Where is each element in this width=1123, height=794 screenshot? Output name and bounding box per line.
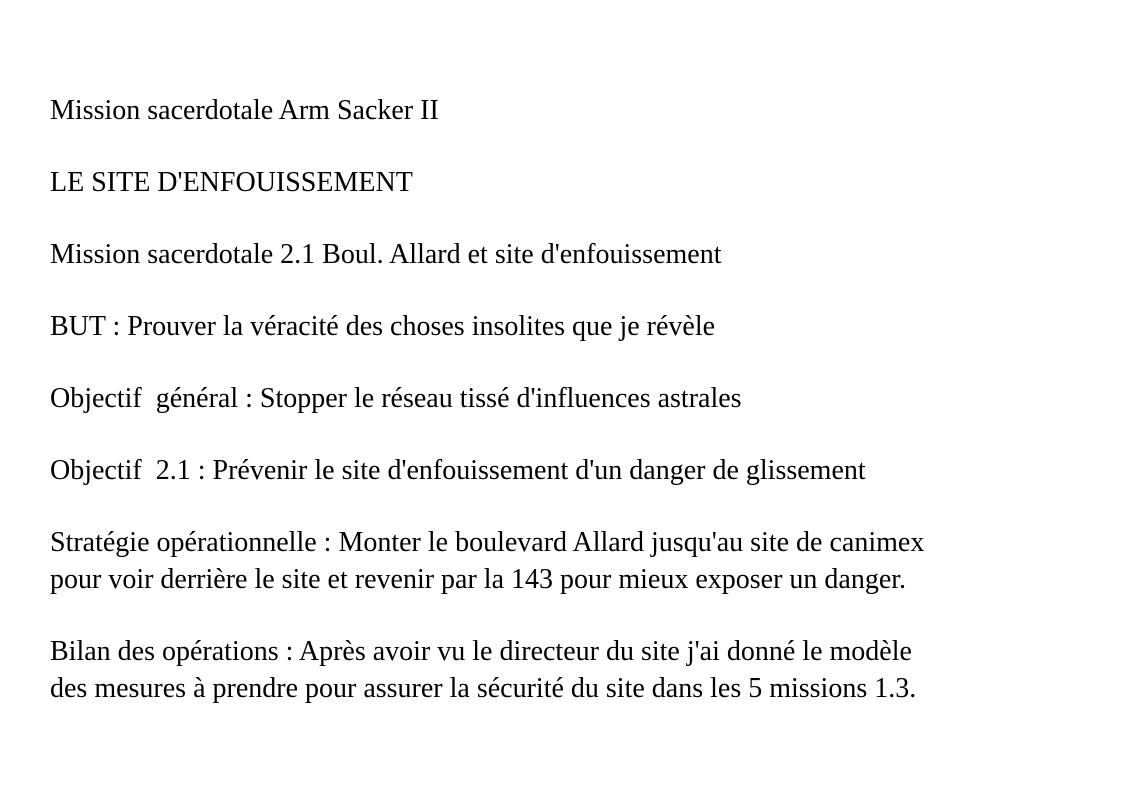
mission-title-text: Mission sacerdotale Arm Sacker II bbox=[50, 95, 439, 126]
mission-title bbox=[50, 92, 1075, 129]
section-heading-text: LE SITE D'ENFOUISSEMENT bbox=[50, 167, 413, 198]
mission-subtitle bbox=[50, 236, 1075, 273]
strategie-line-2: pour voir derrière le site et revenir par la 143 pour mieux exposer un danger. bbox=[50, 564, 907, 595]
objectif-general-text: Objectif général : Stopper le réseau tissé d'influences astrales bbox=[50, 383, 742, 414]
bilan-paragraph bbox=[50, 633, 1075, 707]
objectif-general-line bbox=[50, 380, 1075, 417]
but-line bbox=[50, 308, 1075, 345]
bilan-line-1: Bilan des opérations : Après avoir vu le directeur du site j'ai donné le modèle bbox=[50, 636, 912, 667]
mission-subtitle-text: Mission sacerdotale 2.1 Boul. Allard et site d'enfouissement bbox=[50, 239, 722, 270]
objectif-2-1-line bbox=[50, 452, 1075, 489]
strategie-line-1: Stratégie opérationnelle : Monter le boulevard Allard jusqu'au site de canimex bbox=[50, 527, 925, 558]
objectif-2-1-text: Objectif 2.1 : Prévenir le site d'enfouissement d'un danger de glissement bbox=[50, 455, 866, 486]
bilan-line-2: des mesures à prendre pour assurer la sécurité du site dans les 5 missions 1.3. bbox=[50, 673, 917, 704]
section-heading bbox=[50, 164, 1075, 201]
strategie-paragraph bbox=[50, 524, 1075, 598]
but-line-text: BUT : Prouver la véracité des choses insolites que je révèle bbox=[50, 311, 716, 342]
